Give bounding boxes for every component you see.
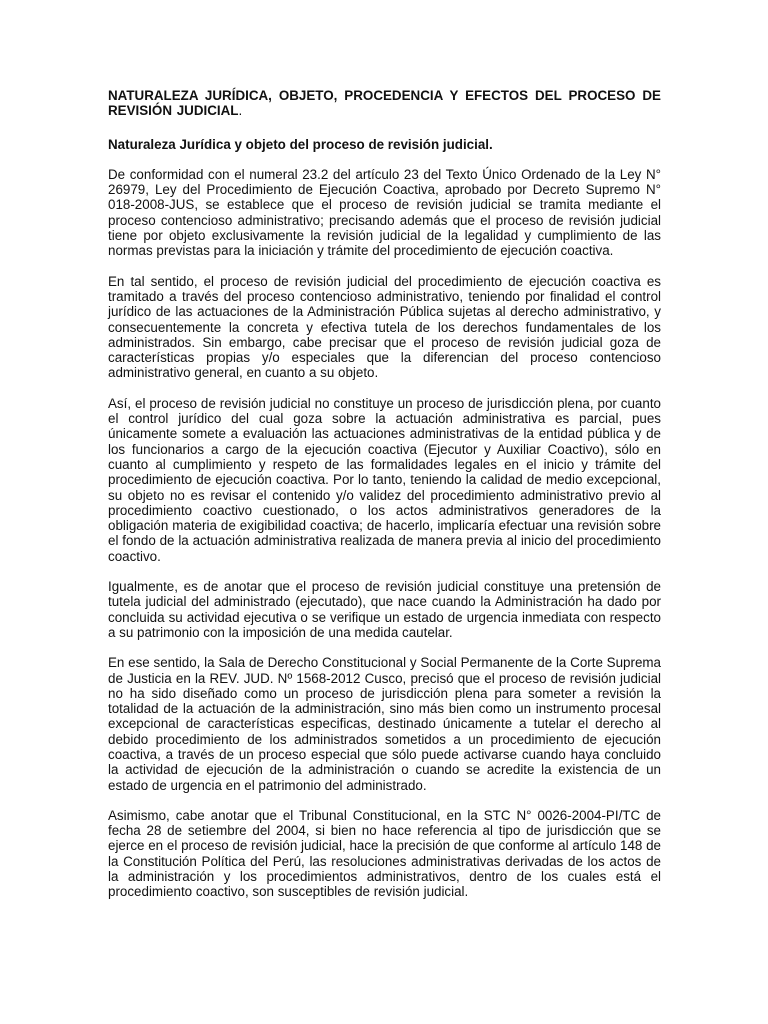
paragraph-4: Igualmente, es de anotar que el proceso de revisión judicial constituye una pretensión de tutela judicial del administrado (ejecutado), que nace cuando la Administración ha dado por concluida su actividad ejecutiva o se verifique un estado de urgencia inmediata con respecto a su patrimonio con la imposición de una medida cautelar.: [108, 579, 661, 640]
paragraph-5: En ese sentido, la Sala de Derecho Constitucional y Social Permanente de la Corte Suprema de Justicia en la REV. JUD. Nº 1568-2012 Cusco, precisó que el proceso de revisión judicial no ha sido diseñado como un proceso de jurisdicción plena para someter a revisión la totalidad de la actuación de la administración, sino más bien como un instrumento procesal excepcional de características especificas, destinado únicamente a tutelar el derecho al debido procedimiento de los administrados sometidos a un procedimiento de ejecución coactiva, a través de un proceso especial que sólo puede activarse cuando haya concluido la actividad de ejecución de la administración o cuando se acredite la existencia de un estado de urgencia en el patrimonio del administrado.: [108, 655, 661, 793]
document-title: [108, 88, 661, 119]
document-title-period: .: [238, 103, 243, 119]
paragraph-2: En tal sentido, el proceso de revisión judicial del procedimiento de ejecución coactiva es tramitado a través del proceso contencioso administrativo, teniendo por finalidad el control jurídico de las actuaciones de la Administración Pública sujetas al derecho administrativo, y consecuentemente la concreta y efectiva tutela de los derechos fundamentales de los administrados. Sin embargo, cabe precisar que el proceso de revisión judicial goza de características propias y/o especiales que la diferencian del proceso contencioso administrativo general, en cuanto a su objeto.: [108, 273, 661, 381]
section-heading: Naturaleza Jurídica y objeto del proceso de revisión judicial.: [108, 136, 493, 152]
paragraph-3: Así, el proceso de revisión judicial no constituye un proceso de jurisdicción plena, por cuanto el control jurídico del cual goza sobre la actuación administrativa es parcial, pues únicamente somete a evaluación las actuaciones administrativas de la entidad pública y de los funcionarios a cargo de la ejecución coactiva (Ejecutor y Auxiliar Coactivo), sólo en cuanto al cumplimiento y respeto de las formalidades legales en el inicio y trámite del procedimiento de ejecución coactiva. Por lo tanto, teniendo la calidad de medio excepcional, su objeto no es revisar el contenido y/o validez del procedimiento administrativo previo al procedimiento coactivo cuestionado, o los actos administrativos generadores de la obligación materia de exigibilidad coactiva; de hacerlo, implicaría efectuar una revisión sobre el fondo de la actuación administrativa realizada de manera previa al inicio del procedimiento coactivo.: [108, 395, 661, 564]
paragraph-6: Asimismo, cabe anotar que el Tribunal Constitucional, en la STC N° 0026-2004-PI/TC de fecha 28 de setiembre del 2004, si bien no hace referencia al tipo de jurisdicción que se ejerce en el proceso de revisión judicial, hace la precisión de que conforme al artículo 148 de la Constitución Política del Perú, las resoluciones administrativas derivadas de los actos de la administración y los procedimientos administrativos, dentro de los cuales está el procedimiento coactivo, son susceptibles de revisión judicial.: [108, 807, 661, 900]
document-page: [108, 88, 661, 915]
paragraph-1: De conformidad con el numeral 23.2 del artículo 23 del Texto Único Ordenado de la Ley N° 26979, Ley del Procedimiento de Ejecución Coactiva, aprobado por Decreto Supremo N° 018-2008-JUS, se establece que el proceso de revisión judicial se tramita mediante el proceso contencioso administrativo; precisando además que el proceso de revisión judicial tiene por objeto exclusivamente la revisión judicial de la legalidad y cumplimiento de las normas previstas para la iniciación y trámite del procedimiento de ejecución coactiva.: [108, 166, 661, 259]
document-title-text: NATURALEZA JURÍDICA, OBJETO, PROCEDENCIA Y EFECTOS DEL PROCESO DE REVISIÓN JUDICIAL: [108, 88, 661, 119]
